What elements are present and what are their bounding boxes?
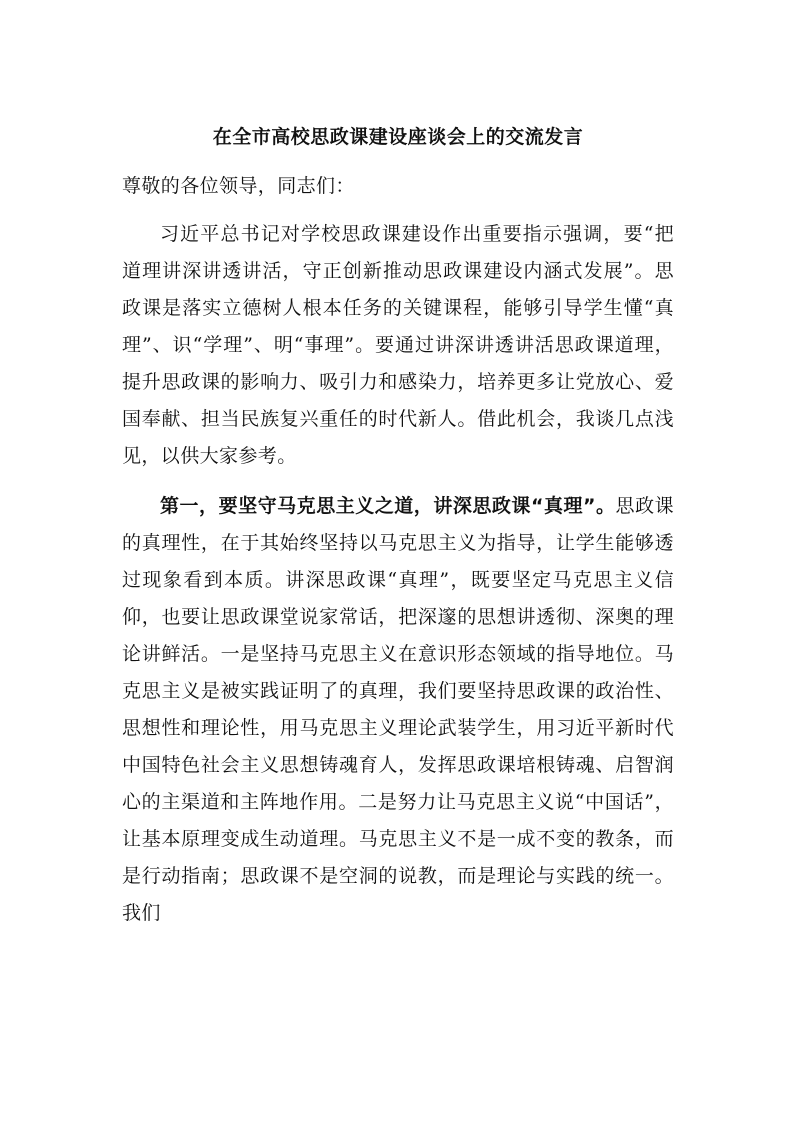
section-1-paragraph: [122, 488, 674, 932]
document-body: [122, 117, 674, 932]
section-1-heading: 第一，要坚守马克思主义之道，讲深思政课“真理”。: [160, 495, 616, 517]
salutation: 尊敬的各位领导，同志们：: [122, 175, 355, 197]
section-1-body: 思政课的真理性，在于其始终坚持以马克思主义为指导，让学生能够透过现象看到本质。讲深思政课“真理”，既要坚定马克思主义信仰，也要让思政课堂说家常话，把深邃的思想讲透彻、深奥的理论讲鲜活。一是坚持马克思主义在意识形态领域的指导地位。马克思主义是被实践证明了的真理，我们要坚持思政课的政治性、思想性和理论性，用马克思主义理论武装学生，用习近平新时代中国特色社会主义思想铸魂育人，发挥思政课培根铸魂、启智润心的主渠道和主阵地作用。二是努力让马克思主义说“中国话”，让基本原理变成生动道理。马克思主义不是一成不变的教条，而是行动指南；思政课不是空洞的说教，而是理论与实践的统一。我们: [122, 495, 674, 924]
document-title: 在全市高校思政课建设座谈会上的交流发言: [212, 126, 584, 148]
intro-paragraph: 习近平总书记对学校思政课建设作出重要指示强调，要“把道理讲深讲透讲活，守正创新推动思政课建设内涵式发展”。思政课是落实立德树人根本任务的关键课程，能够引导学生懂“真理”、识“学理”、明“事理”。要通过讲深讲透讲活思政课道理，提升思政课的影响力、吸引力和感染力，培养更多让党放心、爱国奉献、担当民族复兴重任的时代新人。借此机会，我谈几点浅见，以供大家参考。: [122, 223, 674, 467]
